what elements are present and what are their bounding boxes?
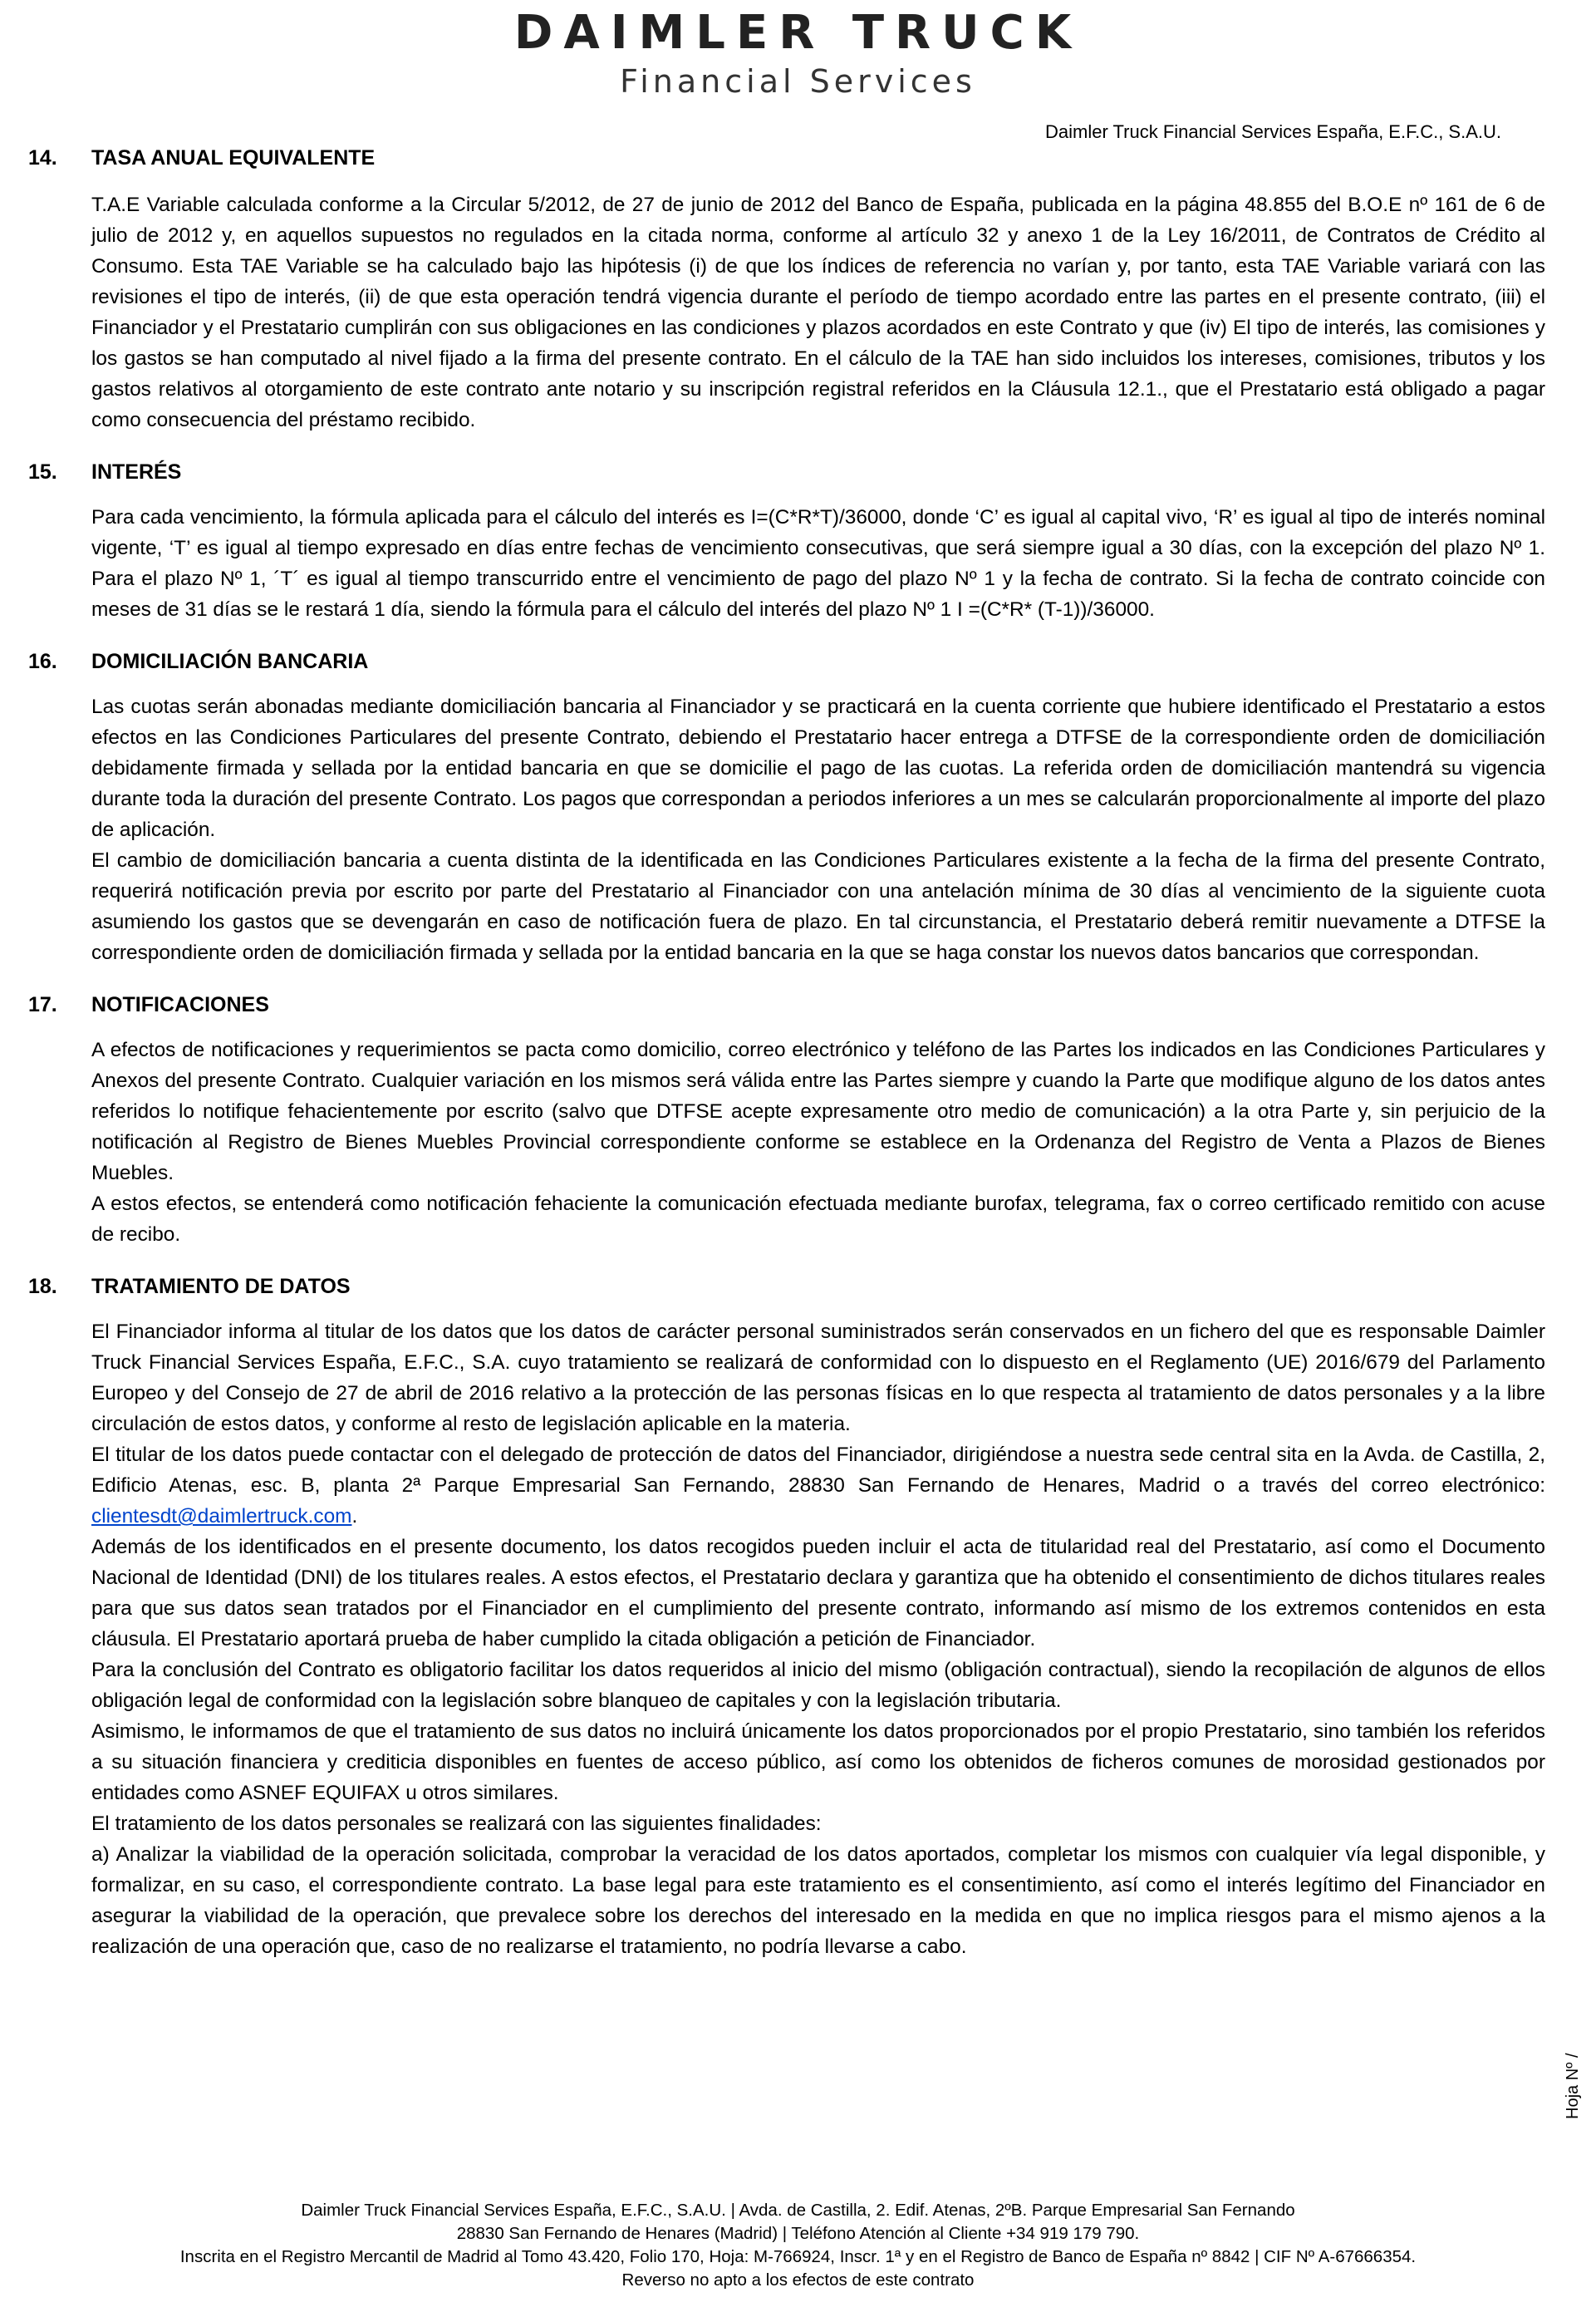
email-link[interactable]: clientesdt@daimlertruck.com	[91, 1505, 352, 1527]
section-18	[28, 1272, 1545, 1962]
paragraph: A efectos de notificaciones y requerimientos se pacta como domicilio, correo electrónico y teléfono de las Partes los indicados en las Condiciones Particulares y Anexos del presente Contrato. Cualquier variación en los mismos será válida entre las Partes siempre y cuando la Parte que modifique alguno de los datos antes referidos lo notifique fehacientemente por escrito (salvo que DTFSE acepte expresamente otro medio de comunicación) a la otra Parte y, sin perjuicio de la notificación al Registro de Bienes Muebles Provincial correspondiente conforme se establece en la Ordenanza del Registro de Venta a Plazos de Bienes Muebles.	[91, 1039, 1545, 1184]
paragraph: Asimismo, le informamos de que el tratamiento de sus datos no incluirá únicamente los datos proporcionados por el propio Prestatario, sino también los referidos a su situación financiera y crediticia disponibles en fuentes de acceso público, así como los obtenidos de ficheros comunes de morosidad gestionados por entidades como ASNEF EQUIFAX u otros similares.	[91, 1720, 1545, 1804]
paragraph: El tratamiento de los datos personales se realizará con las siguientes finalidades:	[91, 1813, 822, 1835]
section-title: TASA ANUAL EQUIVALENTE	[91, 146, 376, 170]
paragraph: Las cuotas serán abonadas mediante domiciliación bancaria al Financiador y se practicará en la cuenta corriente que hubiere identificado el Prestatario a estos efectos en las Condiciones Particulares del presente Contrato, debiendo el Prestatario hacer entrega a DTFSE de la correspondiente orden de domiciliación debidamente firmada y sellada por la entidad bancaria en que se domicilie el pago de las cuotas. La referida orden de domiciliación mantendrá su vigencia durante toda la duración del presente Contrato. Los pagos que correspondan a periodos inferiores a un mes se calcularán proporcionalmente al importe del plazo de aplicación.	[91, 696, 1545, 841]
section-15	[28, 457, 1545, 625]
contact-paragraph	[91, 1439, 1545, 1532]
paragraph: A estos efectos, se entenderá como notificación fehaciente la comunicación efectuada mediante burofax, telegrama, fax o correo certificado remitido con acuse de recibo.	[91, 1193, 1545, 1246]
section-heading	[28, 1272, 1545, 1301]
section-heading	[28, 143, 1545, 173]
paragraph: Para cada vencimiento, la fórmula aplicada para el cálculo del interés es I=(C*R*T)/36000, donde ‘C’ es igual al capital vivo, ‘R’ es igual al tipo de interés nominal vigente, ‘T’ es igual al tiempo expresado en días entre fechas de vencimiento consecutivas, que será siempre igual a 30 días, con la excepción del plazo Nº 1. Para el plazo Nº 1, ´T´ es igual al tiempo transcurrido entre el vencimiento de pago del plazo Nº 1 y la fecha de contrato. Si la fecha de contrato coincide con meses de 31 días se le restará 1 día, siendo la fórmula para el cálculo del interés del plazo Nº 1 I =(C*R* (T-1))/36000.	[91, 506, 1545, 621]
section-body	[91, 1316, 1545, 1962]
company-header: Daimler Truck Financial Services España, E.F.C., S.A.U.	[1045, 121, 1501, 142]
section-17	[28, 990, 1545, 1250]
section-title: TRATAMIENTO DE DATOS	[91, 1275, 351, 1298]
company-logo	[0, 7, 1596, 100]
section-title: DOMICILIACIÓN BANCARIA	[91, 650, 369, 673]
section-body	[91, 1035, 1545, 1250]
section-number: 16.	[28, 650, 57, 673]
paragraph: El Financiador informa al titular de los datos que los datos de carácter personal suministrados serán conservados en un fichero del que es responsable Daimler Truck Financial Services España, E.F.C., S.A. cuyo tratamiento se realizará de conformidad con lo dispuesto en el Reglamento (UE) 2016/679 del Parlamento Europeo y del Consejo de 27 de abril de 2016 relativo a la protección de las personas físicas en lo que respecta al tratamiento de datos personales y a la libre circulación de estos datos, y conforme al resto de legislación aplicable en la materia.	[91, 1321, 1545, 1435]
section-title: NOTIFICACIONES	[91, 993, 269, 1016]
section-heading	[28, 990, 1545, 1020]
page-number-label: Hoja Nº /	[1564, 2053, 1582, 2119]
paragraph: Para la conclusión del Contrato es obligatorio facilitar los datos requeridos al inicio del mismo (obligación contractual), siendo la recopilación de algunos de ellos obligación legal de conformidad con la legislación sobre blanqueo de capitales y con la legislación tributaria.	[91, 1659, 1545, 1712]
paragraph: a) Analizar la viabilidad de la operación solicitada, comprobar la veracidad de los datos aportados, completar los mismos con cualquier vía legal disponible, y formalizar, en su caso, el correspondiente contrato. La base legal para este tratamiento es el consentimiento, así como el interés legítimo del Financiador en asegurar la viabilidad de la operación, que prevalece sobre los derechos del interesado en la medida en que no implica riesgos para el mismo ajenos a la realización de una operación que, caso de no realizarse el tratamiento, no podría llevarse a cabo.	[91, 1843, 1545, 1958]
section-heading	[28, 457, 1545, 487]
footer-line: Reverso no apto a los efectos de este contrato	[621, 2270, 975, 2290]
section-title: INTERÉS	[91, 460, 182, 484]
section-number: 17.	[28, 993, 57, 1016]
contact-text: El titular de los datos puede contactar con el delegado de protección de datos del Financiador, dirigiéndose a nuestra sede central sita en la Avda. de Castilla, 2, Edificio Atenas, esc. B, planta 2ª Parque Empresarial San Fernando, 28830 San Fernando de Henares, Madrid o a través del correo electrónico:	[91, 1444, 1545, 1497]
section-number: 15.	[28, 460, 57, 484]
paragraph: Además de los identificados en el presente documento, los datos recogidos pueden incluir el acta de titularidad real del Prestatario, así como el Documento Nacional de Identidad (DNI) de los titulares reales. A estos efectos, el Prestatario declara y garantiza que ha obtenido el consentimiento de dichos titulares reales para que sus datos sean tratados por el Financiador en el cumplimiento del presente contrato, informando así mismo de los extremos contenidos en esta cláusula. El Prestatario aportará prueba de haber cumplido la citada obligación a petición de Financiador.	[91, 1536, 1545, 1650]
section-body	[91, 502, 1545, 625]
footer-line: 28830 San Fernando de Henares (Madrid) | Teléfono Atención al Cliente +34 919 179 790.	[456, 2224, 1140, 2243]
section-body	[91, 691, 1545, 968]
logo-sub-text: Financial Services	[620, 63, 976, 100]
page-footer	[0, 2199, 1596, 2292]
contact-text-end: .	[351, 1505, 358, 1527]
footer-line: Inscrita en el Registro Mercantil de Madrid al Tomo 43.420, Folio 170, Hoja: M-766924, Inscr. 1ª y en el Registro de Banco de España nº 8842 | CIF Nº A-67666354.	[179, 2247, 1417, 2266]
section-number: 18.	[28, 1275, 57, 1298]
logo-main-text: DAIMLER TRUCK	[513, 6, 1083, 60]
section-body	[91, 189, 1545, 435]
footer-line: Daimler Truck Financial Services España, E.F.C., S.A.U. | Avda. de Castilla, 2. Edif. Atenas, 2ºB. Parque Empresarial San Fernando	[301, 2201, 1295, 2220]
paragraph: El cambio de domiciliación bancaria a cuenta distinta de la identificada en las Condiciones Particulares existente a la fecha de la firma del presente Contrato, requerirá notificación previa por escrito por parte del Prestatario al Financiador con una antelación mínima de 30 días al vencimiento de la siguiente cuota asumiendo los gastos que se devengarán en caso de notificación fuera de plazo. En tal circunstancia, el Prestatario deberá remitir nuevamente a DTFSE la correspondiente orden de domiciliación firmada y sellada por la entidad bancaria en la que se haga constar los nuevos datos bancarios que correspondan.	[91, 849, 1545, 964]
section-number: 14.	[28, 146, 57, 170]
document-body	[28, 143, 1545, 1984]
section-16	[28, 647, 1545, 968]
section-heading	[28, 647, 1545, 676]
paragraph: T.A.E Variable calculada conforme a la Circular 5/2012, de 27 de junio de 2012 del Banco de España, publicada en la página 48.855 del B.O.E nº 161 de 6 de julio de 2012 y, en aquellos supuestos no regulados en la citada norma, conforme al artículo 32 y anexo 1 de la Ley 16/2011, de Contratos de Crédito al Consumo. Esta TAE Variable se ha calculado bajo las hipótesis (i) de que los índices de referencia no varían y, por tanto, esta TAE Variable variará con las revisiones el tipo de interés, (ii) de que esta operación tendrá vigencia durante el período de tiempo acordado entre las partes en el presente contrato, (iii) el Financiador y el Prestatario cumplirán con sus obligaciones en las condiciones y plazos acordados en este Contrato y que (iv) El tipo de interés, las comisiones y los gastos se han computado al nivel fijado a la firma del presente contrato. En el cálculo de la TAE han sido incluidos los intereses, comisiones, tributos y los gastos relativos al otorgamiento de este contrato ante notario y su inscripción registral referidos en la Cláusula 12.1., que el Prestatario está obligado a pagar como consecuencia del préstamo recibido.	[91, 194, 1545, 431]
section-14	[28, 143, 1545, 435]
